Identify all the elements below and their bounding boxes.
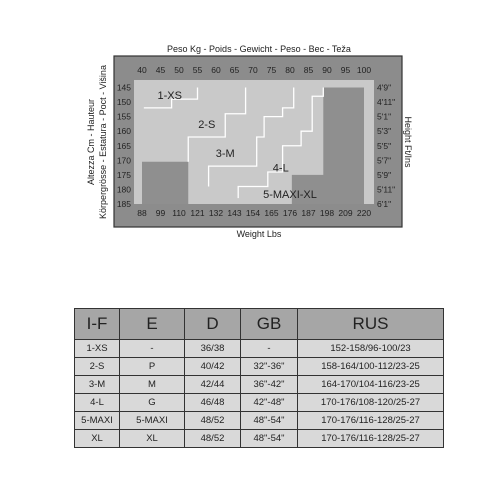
ft-tick-label: 5'3" [377, 126, 392, 137]
table-cell: G [120, 394, 185, 412]
cm-tick-label: 175 [116, 169, 131, 180]
kg-tick-label: 90 [322, 65, 332, 75]
kg-tick-label: 100 [356, 65, 372, 75]
table-cell: 48/52 [185, 412, 241, 430]
kg-tick-label: 45 [155, 65, 166, 75]
lbs-tick-label: 154 [245, 208, 261, 218]
table-cell: - [241, 340, 298, 358]
table-cell: 164-170/104-116/23-25 [298, 376, 444, 394]
table-cell: 48/52 [185, 430, 241, 448]
weight-lbs-title: Weight Lbs [236, 229, 282, 239]
kg-tick-label: 50 [174, 65, 184, 75]
table-cell: XL [120, 430, 185, 448]
table-row [75, 394, 444, 412]
table-cell: 36/38 [185, 340, 241, 358]
ft-tick-label: 5'1" [377, 111, 392, 122]
kg-tick-label: 55 [192, 65, 203, 75]
kg-tick-label: 70 [248, 65, 258, 75]
table-cell: 170-176/116-128/25-27 [298, 430, 444, 448]
table-cell: 3-M [75, 376, 120, 394]
kg-tick-label: 40 [137, 65, 147, 75]
table-cell: 5-MAXI [75, 412, 120, 430]
height-cm-title-line-2: Körpergrösse - Estatura - Poct - Višina [98, 65, 108, 219]
table-cell: 4-L [75, 394, 120, 412]
table-cell: 36"-42" [241, 376, 298, 394]
lbs-tick-label: 187 [301, 208, 316, 218]
lbs-tick-label: 99 [155, 208, 166, 218]
column-header: D [185, 309, 241, 340]
column-header: GB [241, 309, 298, 340]
lbs-tick-label: 110 [172, 208, 186, 218]
table-cell: 170-176/116-128/25-27 [298, 412, 444, 430]
size-zone-label: 2-S [198, 118, 216, 131]
table-row [75, 376, 444, 394]
table-cell: 1-XS [75, 340, 120, 358]
column-header: I-F [75, 309, 120, 340]
table-cell: 48"-54" [241, 430, 298, 448]
cm-tick-label: 165 [116, 140, 131, 151]
table-row [75, 430, 444, 448]
table-cell: 46/48 [185, 394, 241, 412]
kg-tick-label: 85 [303, 65, 314, 75]
ft-tick-label: 5'7" [377, 155, 392, 166]
lbs-tick-label: 220 [356, 208, 372, 218]
ft-tick-label: 5'9" [377, 169, 392, 180]
table-cell: 5-MAXI [120, 412, 185, 430]
table-cell: 40/42 [185, 358, 241, 376]
ft-tick-label: 4'11" [377, 97, 396, 108]
cm-tick-label: 160 [116, 126, 131, 137]
column-header: RUS [298, 309, 444, 340]
out-of-range-region [142, 162, 188, 204]
lbs-tick-label: 121 [190, 208, 205, 218]
lbs-tick-label: 165 [264, 208, 279, 218]
table-cell: - [120, 340, 185, 358]
height-ft-title: Height Ft/Ins [403, 116, 413, 168]
table-cell: 42/44 [185, 376, 241, 394]
table-cell: M [120, 376, 185, 394]
table-row [75, 412, 444, 430]
height-cm-title-line-1: Altezza Cm - Hauteur [86, 98, 96, 186]
kg-tick-label: 65 [229, 65, 240, 75]
table-row [75, 340, 444, 358]
cm-tick-label: 150 [116, 97, 131, 108]
ft-tick-label: 5'5" [377, 140, 392, 151]
ft-tick-label: 6'1" [377, 199, 392, 209]
lbs-tick-label: 132 [208, 208, 224, 218]
table-cell: 42"-48" [241, 394, 298, 412]
table-cell: P [120, 358, 185, 376]
ft-tick-label: 5'11" [377, 184, 396, 195]
table-cell: 48"-54" [241, 412, 298, 430]
table-cell: 2-S [75, 358, 120, 376]
lbs-tick-label: 88 [137, 208, 147, 218]
cm-tick-label: 180 [116, 184, 131, 195]
size-table [74, 308, 444, 448]
table-cell: 158-164/100-112/23-25 [298, 358, 444, 376]
table-cell: XL [75, 430, 120, 448]
size-zone-label: 1-XS [157, 89, 182, 102]
ft-tick-label: 4'9" [377, 82, 392, 93]
weight-kg-title: Peso Kg - Poids - Gewicht - Peso - Bec - Teža [167, 44, 351, 54]
lbs-tick-label: 143 [227, 208, 242, 218]
kg-tick-label: 95 [340, 65, 351, 75]
kg-tick-label: 60 [211, 65, 221, 75]
cm-tick-label: 185 [116, 199, 131, 209]
lbs-tick-label: 176 [282, 208, 298, 218]
lbs-tick-label: 198 [319, 208, 335, 218]
cm-tick-label: 170 [116, 155, 131, 166]
kg-tick-label: 75 [266, 65, 277, 75]
table-cell: 152-158/96-100/23 [298, 340, 444, 358]
size-zone-label: 3-M [215, 148, 235, 161]
table-cell: 32"-36" [241, 358, 298, 376]
table-header-row [75, 309, 444, 340]
cm-tick-label: 145 [116, 82, 131, 93]
size-zone-label: 4-L [272, 162, 289, 175]
size-zone-label: 5-MAXI-XL [263, 188, 317, 201]
table-row [75, 358, 444, 376]
column-header: E [120, 309, 185, 340]
lbs-tick-label: 209 [338, 208, 353, 218]
cm-tick-label: 155 [116, 111, 131, 122]
kg-tick-label: 80 [285, 65, 295, 75]
table-cell: 170-176/108-120/25-27 [298, 394, 444, 412]
